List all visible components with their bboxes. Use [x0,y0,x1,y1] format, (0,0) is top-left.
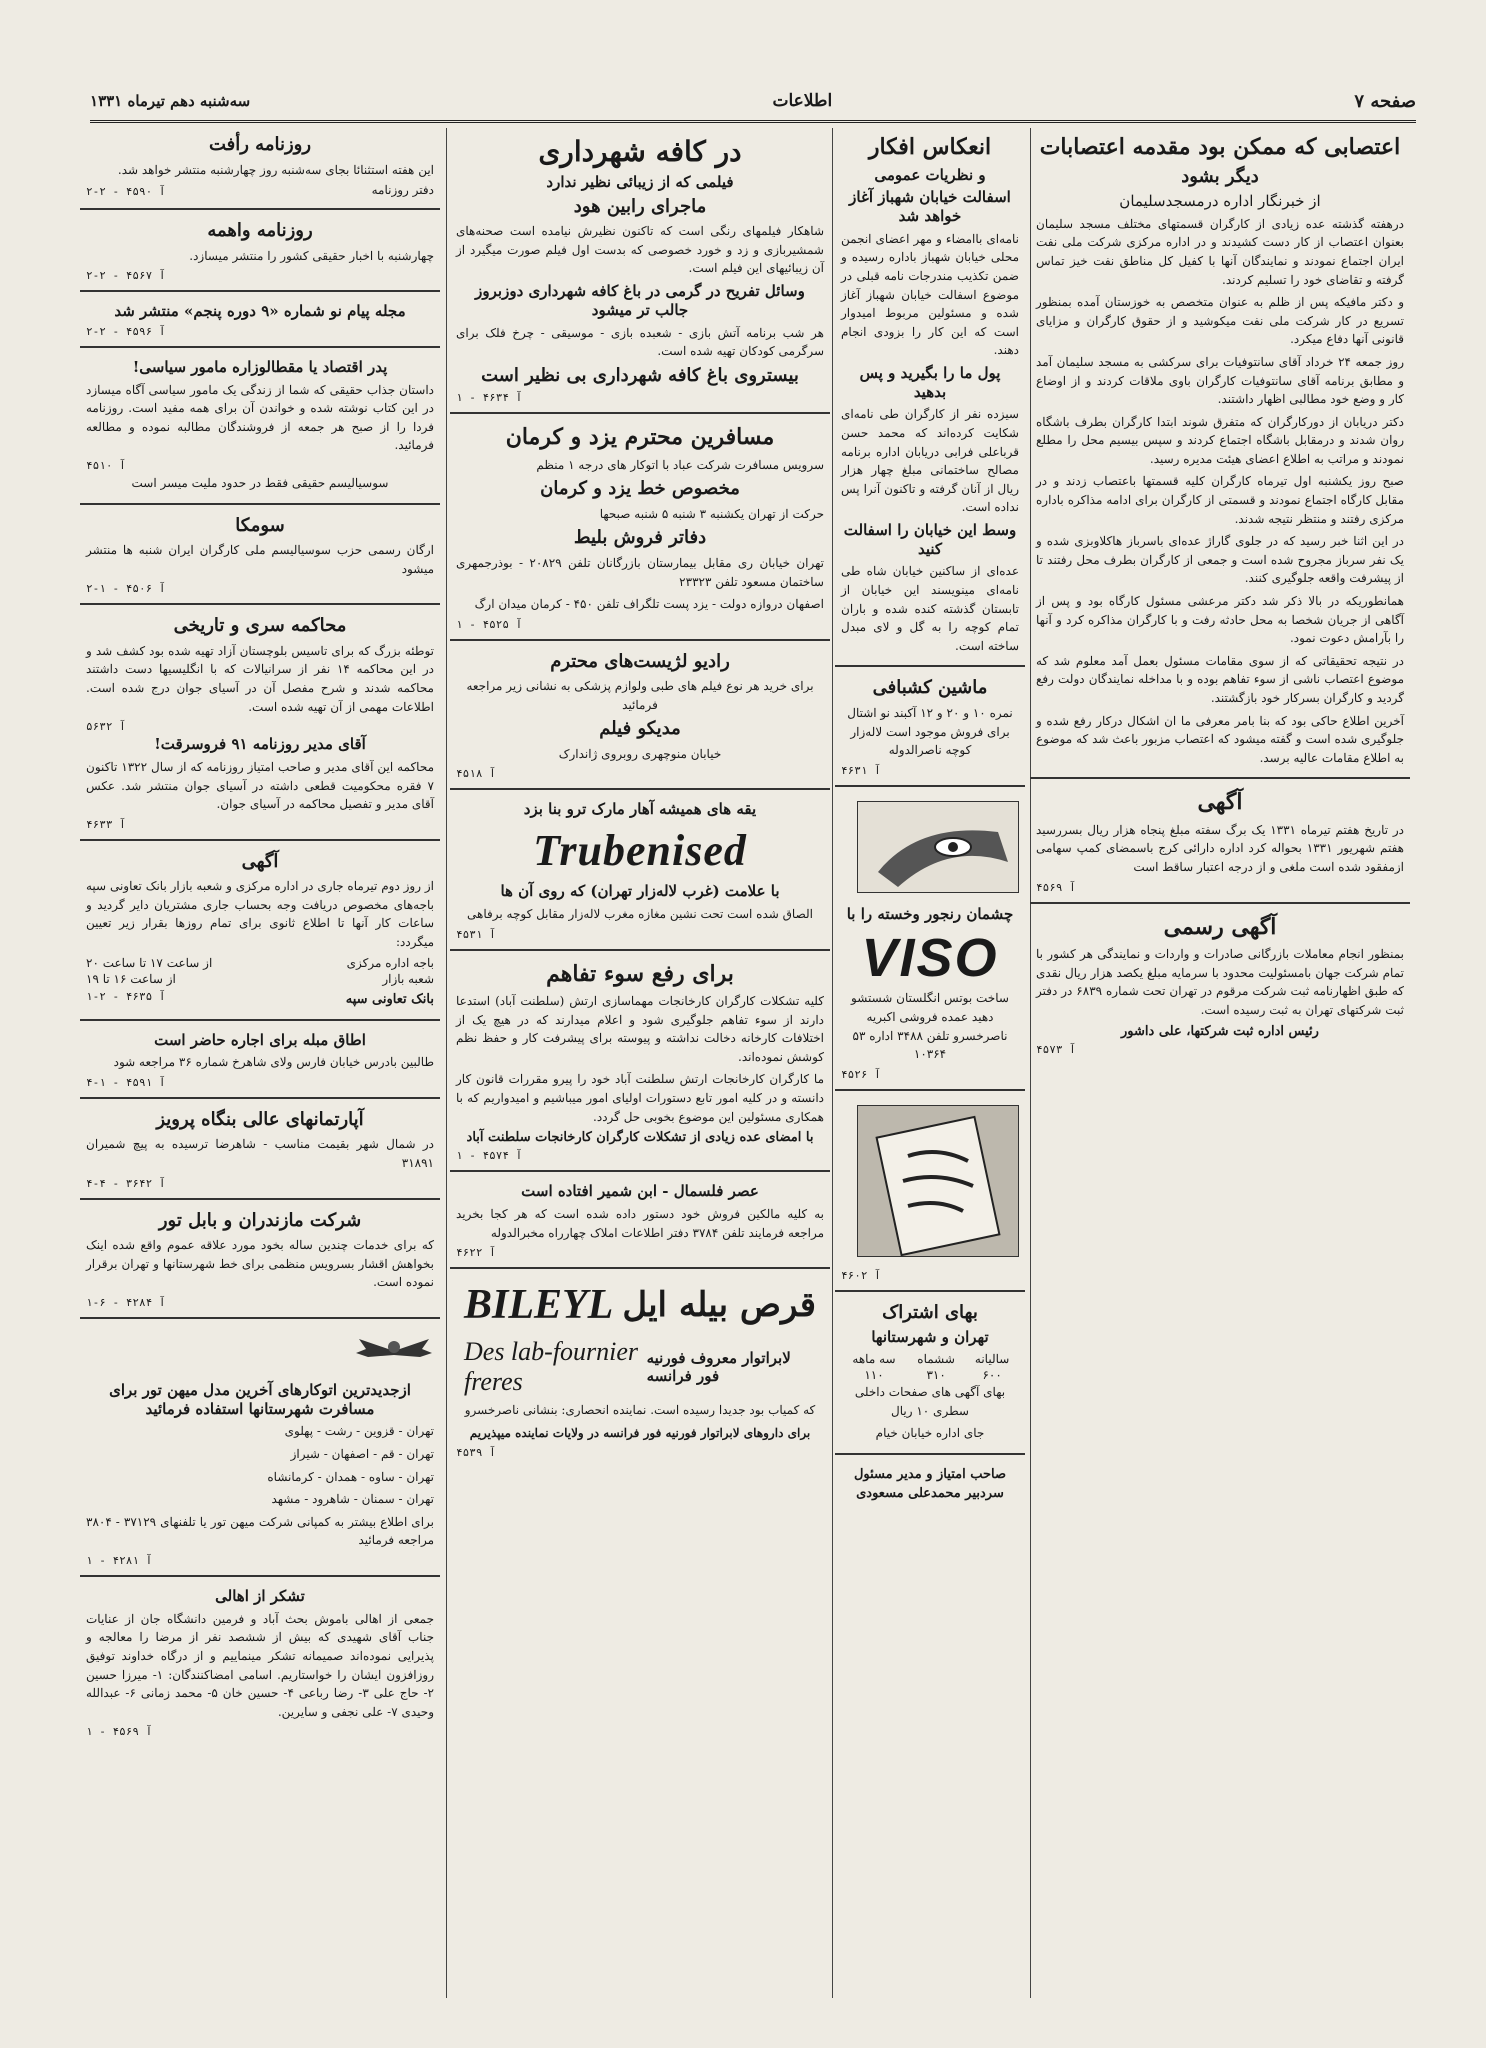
film-title: ماجرای رابین هود [573,195,707,217]
book-ad [835,1095,1025,1292]
ad-title: آگهی رسمی [1163,913,1277,940]
notice-text: این هفته استثنائا بجای سه‌شنبه روز چهارشنبه منتشر خواهد شد. [117,162,434,177]
ad-code: آ ۴۵۲۶ [841,1067,881,1081]
article-subheadline: دیگر بشود [1181,165,1259,187]
ad-text: اصفهان دروازه دولت - یزد پست تلگراف تلفن ۴۵۰ - کرمان میدان ارگ [474,597,824,612]
route-item: تهران - سمنان - شاهرود - مشهد [271,1492,434,1507]
thanks-notice [80,1581,440,1746]
subscription-title: بهای اشتراک [882,1301,978,1323]
page-number: صفحه ۷ [1354,90,1416,112]
ad-text: که برای خدمات چندین ساله بخود مورد علاقه عموم واقع شده اینک بخواهش اقشار بسرویس منظمی برای خط شهرستانها و تهران برقرار نموده است. [86,1238,434,1290]
ad-code: آ ۴۶۲۲ [456,1246,496,1260]
ad-text: برای داروهای لابراتوار فورنیه فور فرانسه در ولایات نماینده میپذیریم [469,1425,811,1440]
strike-article [1030,128,1410,779]
apartments-ad [80,1103,440,1200]
notice-text: ارگان رسمی حزب سوسیالیسم ملی کارگران ایران شنبه ها منتشر میشود [86,543,434,576]
ad-code: آ ۴۵۶۹ - ۱ [86,1725,153,1739]
notice-text: سوسیالیسم حقیقی فقط در حدود ملیت میسر است [131,476,389,491]
route-item: تهران - ساوه - همدان - کرمانشاه [267,1469,434,1484]
bank-sepah-notice [80,845,440,1021]
notice-text: از روز دوم تیرماه جاری در اداره مرکزی و شعبه بازار بانک تعاونی سپه باجه‌های مخصوص دریافت وجه بحساب جاری مشتریان دایر گردید و ساعات کار آنها تا اطلاع ثانوی برای تمام روزها بقرار زیر تعیین میگردد: [86,879,434,950]
office-address: جای اداره خیابان خیام [875,1426,985,1441]
ad-text: طالبین بادرس خیابان فارس ولای شاهرخ شماره ۳۶ مراجعه شود [113,1055,434,1070]
subscription-rates [841,1351,1019,1383]
ad-code: آ ۴۶۳۵ - ۲-۱ [86,989,166,1003]
ad-code: آ ۵۶۳۲ [86,720,126,734]
ad-caption: چشمان رنجور وخسته را با [846,904,1014,923]
ad-headline: در کافه شهرداری [538,135,742,168]
notice-ad [1030,783,1410,903]
ad-headline: عصر فلسمال - ابن شمیر افتاده است [521,1182,759,1201]
bus-service-ad [450,418,830,640]
item-paragraph: عده‌ای از ساکنین خیابان شاه طی نامه‌ای مینویسند این خیابان از تابستان گذشته کنده شده و باران تمام کوچه را به گل و لای مبدل ساخته است. [841,564,1019,653]
ad-text: در شمال شهر بقیمت مناسب - شاهرضا ترسیده به پیچ شمیران ۳۱۸۹۱ [86,1137,434,1171]
notice-headline: روزنامه واهمه [207,220,313,242]
trial-notice [80,609,440,840]
ad-code: آ ۴۵۳۱ [456,927,496,941]
rate-value: ۳۱۰ [926,1368,946,1383]
ad-text: حرکت از تهران یکشنبه ۳ شنبه ۵ شنبه صبحها [599,506,824,521]
issue-date: سه‌شنبه دهم تیرماه ۱۳۳۱ [90,92,251,110]
ad-text: بمنظور انجام معاملات بازرگانی صادرات و واردات و نمایندگی هر کشور با تمام شرکت جهان بامسئولیت محدود با سرمایه مبلغ یکصد هزار ریال نقدی که طبق اظهارنامه ثبت شرکت مرقوم در تهران تحت شماره ۶۸۳۹ در دفتر ثبت شرکتهای تهران به ثبت رسیده است. [1036,947,1405,1017]
item-paragraph: سیزده نفر از کارگران طی نامه‌ای شکایت کرده‌اند که محمد حسن قرباعلی فرابی دریابان اداره برنامه مصالح ساختمانی مبلغ چهار هزار ریال از آنان گرفته و تاکنون آنرا پس نداده است. [841,407,1019,515]
ad-headline: ازجدیدترین اتوکارهای آخرین مدل میهن تور برای مسافرت شهرستانها استفاده فرمائید [109,1380,411,1418]
subscription-box [835,1296,1025,1455]
ad-text: برای خرید هر نوع فیلم های طبی ولوازم پزشکی به نشانی زیر مراجعه فرمائید [466,679,814,712]
ad-text: که کمیاب بود جدیدا رسیده است. نماینده انحصاری: بنشانی ناصرخسرو [464,1403,816,1418]
section-subheadline: و نظریات عمومی [874,165,986,184]
ad-code: آ ۴۵۷۳ [1036,1042,1076,1056]
notice-headline: پدر اقتصاد یا مقطالوزاره مامور سیاسی! [132,357,388,376]
payam-no-notice [80,296,440,348]
rate-label: ششماه [917,1352,955,1367]
bileyl-brand-latin: BILEYL [464,1282,614,1329]
ad-subheadline: با علامت (غرب لاله‌زار تهران) که روی آن ها [500,882,780,901]
lab-banner [456,1333,824,1401]
public-opinion-section [835,128,1025,667]
ad-code: آ ۴۵۱۸ [456,767,496,781]
item-headline: اسفالت خیابان شهباز آغاز خواهد شد [849,188,1011,225]
ad-code: آ ۴۶۰۲ [841,1268,881,1282]
ad-headline: اطاق مبله برای اجاره حاضر است [154,1030,366,1049]
rate-label: سه ماهه [852,1352,896,1367]
trubenised-brand: Trubenised [533,826,747,876]
ad-headline: رادیو لژیست‌های محترم [550,650,730,672]
article-paragraph: آخرین اطلاع حاکی بود که بنا بامر معرفی ما ان اشکال درکار رفع شده و جلوگیری شده است و گفته میشود که اعتصاب مزبور باعث شد که موضوع به اطلاع مقامات عالیه برسد. [1036,713,1404,765]
ad-subheadline: وسائل تفریح در گرمی در باغ کافه شهرداری دوزبروز جالب تر میشود [475,282,805,319]
column-2 [835,128,1025,1998]
ad-code: آ ۴۵۶۹ [1036,880,1076,894]
hours-row [86,956,434,970]
lab-name-latin: Des lab-fournier freres [464,1337,639,1397]
ad-code: آ ۴۵۶۷ - ۲-۲ [86,269,166,283]
ad-text: در تاریخ هفتم تیرماه ۱۳۳۱ یک برگ سفته مبلغ پنجاه هزار ریال بسررسید هفتم شهریور ۱۳۳۱ بحواله کرد اداره دارائی کرج باسمضای کمپ سهامی ازمفقود شده است ملغی و از درجه اعتبار ساقط است [1036,822,1405,875]
ad-code: آ ۴۶۳۱ [841,763,881,777]
ad-rate-note: بهای آگهی های صفحات داخلی سطری ۱۰ ریال [854,1385,1006,1418]
winged-emblem-icon [354,1331,434,1371]
column-divider [446,128,447,1998]
ad-headline: آپارتمانهای عالی بنگاه پرویز [156,1108,364,1130]
rafat-notice [80,128,440,210]
bileyl-ad [450,1273,830,1467]
room-rent-ad [80,1025,440,1099]
notice-paragraph: کلیه تشکلات کارگران کارخانجات مهماسازی ارتش (سلطنت آباد) استدعا دارند از سوء تفاهم جلوگیری شود و اعلام میدارند که در هیچ یک از اختلافات کارخانه دخالت نداشته و پیوسته برای پیشرفت کار و حفظ نظم کوشش نموده‌اند. [456,994,824,1064]
rate-value: ۱۱۰ [864,1368,884,1383]
ad-text: هر شب برنامه آتش بازی - شعبده بازی - موسیقی - چرخ فلک برای سرگرمی کودکان تهیه شده است. [456,325,824,359]
ad-subheadline: فیلمی که از زیبائی نظیر ندارد [546,173,734,191]
real-estate-ad [450,1176,830,1269]
ad-subheadline: مخصوص خط یزد و کرمان [540,478,740,500]
article-paragraph: روز جمعه ۲۴ خرداد آقای سانتوفیات برای سرکشی به مسجد سلیمان آمد و مطابق برنامه آقای سانتوفیات کارگران باوی ملاقات کردند و از اوضاع کار و وضع خود مطالبی اظهار داشتند. [1036,354,1404,407]
section-headline: انعکاس افکار [868,134,992,160]
publisher-label: صاحب امتیاز و مدیر مسئول [853,1466,1007,1482]
article-paragraph: همانطوریکه در بالا ذکر شد دکتر مرعشی مسئول کارگاه بود و پس از آگاهی از جریان شخصا به محل حادثه رفت و با کارگران مذاکره کرد و آنها را بآرامش دعوت نمود. [1036,594,1404,646]
notice-headline: سومکا [235,514,285,536]
ad-subheadline: بیستروی باغ کافه شهرداری بی نظیر است [481,364,799,386]
article-paragraph: در نتیجه تحقیقاتی که از سوی مقامات مسئول بعمل آمد معلوم شد که موضوع اعتصاب ناشی از سوء تفاهم بوده و با مداخله نمایندگان دولت رفع گردید و کارگران بسرکار خود بازگشتند. [1036,653,1404,705]
hours-value: از ساعت ۱۷ تا ساعت ۲۰ [86,955,213,970]
sumka-notice [80,509,440,606]
ad-code: آ ۴۵۰۶ - ۱-۲ [86,582,166,596]
ad-headline: شرکت مازندران و بابل تور [158,1209,362,1231]
bileyl-banner [456,1277,824,1333]
misunderstanding-notice [450,955,830,1173]
notice-text: چهارشنبه با اخبار حقیقی کشور را منتشر میسازد. [189,248,434,263]
notice-footer [86,183,434,200]
ad-headline: مسافرین محترم یزد و کرمان [505,424,775,451]
item-headline: وسط این خیابان را اسفالت کنید [843,520,1017,558]
knitting-machine-ad [835,671,1025,786]
article-paragraph: در این اثنا خبر رسید که در جلوی گاراژ عده‌ای باسرباز هاکلاوبزی شده و یک نفر سرباز مجروح شده است و جمعی از کارگران بطرف محل رفتند تا از پیشرفت واقعه جلوگیری کنند. [1036,534,1404,586]
ad-subheadline: مدیکو فیلم [599,718,681,740]
ad-code: آ ۴۵۹۰ - ۲-۲ [86,185,166,199]
ad-code: آ ۴۵۲۵ - ۱ [456,617,523,631]
hours-label: باجه اداره مرکزی [346,955,434,970]
ad-text: الصاق شده است تحت نشین مغازه مغرب لاله‌زار مقابل کوچه برفاهی [467,906,813,921]
notice-headline: روزنامه رأفت [208,134,312,155]
ad-code: آ ۴۵۱۰ [86,459,126,473]
masthead-credits [835,1459,1025,1511]
newspaper-name: اطلاعات [772,91,833,111]
item-paragraph: نامه‌ای باامضاء و مهر اعضای انجمن محلی خیابان شهباز باداره رسیده و ضمن تکذیب مندرجات نامه قبلی در موضوع اسفالت خیابان شهباز آغاز شده و مسئولین مربوط امیدوار است که این کار را بزودی انجام دهند. [841,231,1019,358]
bileyl-brand-persian: قرص بیله ایل [622,1285,816,1326]
rate-value: ۶۰۰ [982,1368,1002,1383]
ad-code: آ ۴۵۹۱ - ۱-۴ [86,1075,166,1089]
ad-code: آ ۴۶۳۴ - ۱ [456,391,523,405]
ad-code: آ ۴۵۷۴ - ۱ [456,1149,523,1163]
viso-ad [835,791,1025,1091]
notice-signature: بانک تعاونی سپه [345,991,434,1007]
ad-text: به کلیه مالکین فروش خود دستور داده شده است که هر کجا بخرید مراجعه فرمایند تلفن ۳۷۸۴ دفتر اطلاعات املاک چهارراه مخبرالدوله [456,1206,824,1240]
ad-code: آ ۴۲۸۴ - ۶-۱ [86,1295,166,1309]
notice-paragraph: ما کارگران کارخانجات ارتش سلطنت آباد خود را پیرو مقررات قانون کار دانسته و در کلیه امور تابع دستورات اولیای امور میباشیم و امیدواریم که با همکاری مسئولین این موضوع بخوبی حل گردد. [456,1072,824,1124]
notice-headline: محاکمه سری و تاریخی [173,615,347,637]
economy-father-notice [80,352,440,505]
ad-text: شاهکار فیلمهای رنگی است که تاکنون نظیرش نیامده است صحنه‌های شمشیربازی و زد و خورد خصوصی که بدست اول فیلم صورت میگیرد از آن زیبائیهای این فیلم است. [456,224,824,276]
article-byline: از خبرنگار اداره درمسجدسلیمان [1119,192,1321,210]
subscription-subtitle: تهران و شهرستانها [871,1328,989,1347]
eye-illustration [857,801,1019,893]
cafe-ad [450,128,830,414]
ad-subheadline: دفاتر فروش بلیط [573,527,707,549]
notice-text: توطئه بزرگ که برای تاسیس بلوچستان آزاد تهیه شده بود کشف شد و در این محاکمه ۱۴ نفر از سرانیالات که با انگلیسیها دست داشتند محاکمه شدند و شرح مفصل آن در آسیای جوان درج شده است. اطلاعات مهمی از آن تهیه شده است. [86,643,435,714]
ad-text: تهران خیابان ری مقابل بیمارستان بازرگانان تلفن ۲۰۸۲۹ - بوذرجمهری ساختمان مسعود تلفن ۲۳۳۲۳ [456,555,825,589]
mazandaran-tour-ad [80,1204,440,1319]
notice-text: محاکمه این آقای مدیر و صاحب امتیاز روزنامه که از سال ۱۳۲۲ تاکنون ۷ فقره محکومیت قطعی داشته در آسیای جوان منتشر شد. عکس آقای مدیر و تفصیل محاکمه در آسیای جوان. [86,759,435,812]
ad-title: ماشین کشبافی [872,677,988,699]
route-item: تهران - قم - اصفهان - شیراز [290,1447,434,1462]
ad-text: نمره ۱۰ و ۲۰ و ۱۲ آکبند نو اشتال برای فروش موجود است لاله‌زار کوچه ناصرالدوله [847,705,1013,758]
article-headline: اعتصابی که ممکن بود مقدمه اعتصابات [1039,134,1401,160]
column-4 [80,128,440,1998]
route-item: تهران - قزوین - رشت - پهلوی [284,1424,434,1439]
editor-name: سردبیر محمدعلی مسعودی [856,1485,1004,1501]
notice-headline: تشکر از اهالی [215,1587,305,1605]
ad-headline: یقه های همیشه آهار مارک ترو بنا بزد [523,800,757,819]
notice-text: جمعی از اهالی باموش بحث آباد و فرمین دانشگاه جان از عنایات جناب آقای شهیدی که بیش از ششصد نفر از مرضا را معالجه و پذیرایی نموده‌اند صمیمانه تشکر مینماییم و از درگاه خداوند توفیق روزافزون ایشان را خواستاریم. اسامی امضاکنندگان: ۱- میرزا حسین ۲- حاج علی ۳- رضا رباعی ۴- حسین خان ۵- محمد زمانی ۶- عبدالله وحیدی ۷- علی نجفی و سایرین. [86,1611,434,1719]
column-3 [450,128,830,1998]
column-1 [1030,128,1410,1998]
ad-code: آ ۴۵۳۹ [456,1446,496,1460]
book-illustration [857,1105,1019,1257]
rate-label: سالیانه [974,1352,1010,1367]
notice-signature: دفتر روزنامه [371,183,434,198]
column-divider [832,128,833,1998]
item-headline: پول ما را بگیرید و پس بدهید [859,363,1001,401]
ad-code: آ ۴۶۳۳ [86,817,126,831]
article-paragraph: درهفته گذشته عده زیادی از کارگران قسمتهای مختلف مسجد سلیمان بعنوان اعتصاب از کار دست کشیدند و در اداره مرکزی شرکت ملی نفت ایران اجتماع نمودند و نمایندگان آنها با کفیل کل مناطق نفت خیز تماس گرفته و تقاضای خود را تسلیم کردند. [1036,216,1404,287]
page-header [90,88,1416,123]
mihan-tour-ad [80,1323,440,1577]
notice-headline: آقای مدیر روزنامه ۹۱ فروسرقت! [154,735,366,754]
notice-headline: مجله پیام نو شماره «۹ دوره پنجم» منتشر شد [114,302,406,321]
ad-text: سرویس مسافرت شرکت عباد با اتوکار های درجه ۱ منظم [536,457,824,472]
ad-code: آ ۳۶۴۲ - ۴-۴ [86,1176,166,1190]
hours-label: شعبه بازار [382,971,434,986]
ad-signature: رئیس اداره ثبت شرکتها، علی داشور [1121,1023,1319,1039]
vahemeh-notice [80,214,440,292]
radiology-ad [450,645,830,791]
article-paragraph: و دکتر مافیکه پس از ظلم به عنوان متخصص به خوزستان آمده بمنظور تسریع در کار شرکت ملی نفت میکوشید و از حقوق کارگران و مزایای قانونی آنها دفاع میکرد. [1036,295,1404,347]
hours-value: از ساعت ۱۶ تا ۱۹ [86,971,176,986]
notice-headline: آگهی [241,850,279,872]
notice-headline: برای رفع سوء تفاهم [546,960,734,987]
ad-text: برای اطلاع بیشتر به کمپانی شرکت میهن تور یا تلفنهای ۳۷۱۲۹ - ۳۸۰۴ مراجعه فرمائید [86,1514,434,1548]
hours-row [86,972,434,986]
notice-text: داستان جذاب حقیقی که شما از زندگی یک مامور سیاسی آگاه میسازد در این کتاب نوشته شده و خواندن آن برای همه مفید است. روزنامه فردا را از صبح هر جمعه از فروشندگان مطالبه نموده و مطالعه فرمائید. [86,382,434,453]
trubenised-ad [450,794,830,950]
lab-name-persian: لابراتوار معروف فورنیه فور فرانسه [646,1349,791,1386]
notice-signature: با امضای عده زیادی از تشکلات کارگران کارخانجات سلطنت آباد [466,1130,814,1146]
notice-footer [86,988,434,1011]
article-paragraph: دکتر دریابان از دورکارگران که متفرق شوند ابتدا کارگران بطرف باشگاه روان شدند و درمقابل باشگاه اجتماع کردند و سپس بیسیم محل را مطلع نمودند و مراتب به اطلاع اعضای هیئت مدیره رسید. [1036,414,1404,466]
official-notice [1030,908,1410,1064]
ad-title: آگهی [1197,789,1243,816]
ad-code: آ ۴۲۸۱ - ۱ [86,1554,153,1567]
ad-code: آ ۴۵۹۶ - ۲-۲ [86,324,166,338]
ad-text: ساخت بوتس انگلستان شستشو دهید عمده فروشی اکبریه ناصرخسرو تلفن ۳۴۸۸ اداره ۵۳ ۱۰۳۶۴ [851,991,1009,1062]
viso-brand: VISO [861,928,999,989]
ad-text: خیابان منوچهری روبروی ژاندارک [558,746,722,761]
article-paragraph: صبح روز یکشنبه اول تیرماه کارگران کلیه قسمتها باعتصاب زدند و در مقابل کارگاه اجتماع نمودند و قسمتی از کارگران برای ادامه مذاکره باداره مرکزی رفتند و منتظر نتیجه شدند. [1036,474,1405,526]
